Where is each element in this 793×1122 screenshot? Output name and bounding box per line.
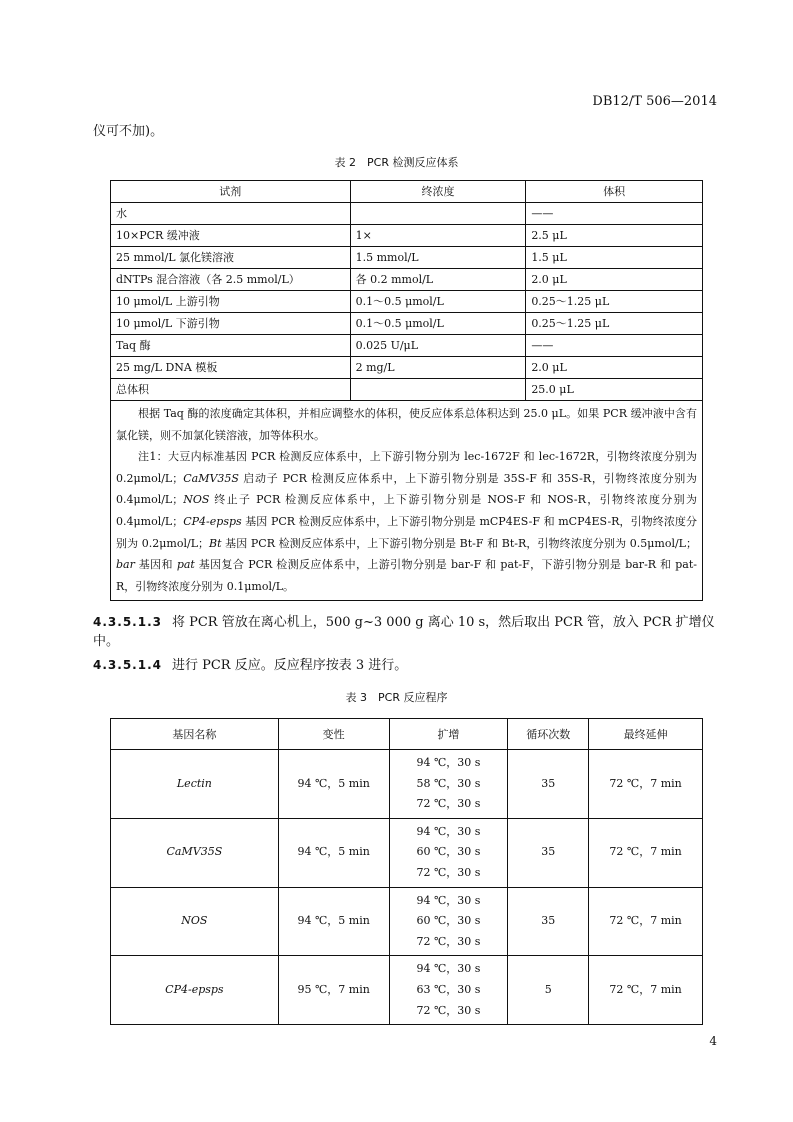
cell-extension: 72 ℃，7 min xyxy=(589,818,703,887)
table-row xyxy=(111,887,703,956)
amp-step: 58 ℃，30 s xyxy=(416,776,481,790)
cell-extension: 72 ℃，7 min xyxy=(589,956,703,1025)
cell-concentration: 0.1～0.5 μmol/L xyxy=(350,313,526,335)
note1-text: 基因和 xyxy=(134,558,177,572)
note1-text: 基因 PCR 检测反应体系中，上下游引物分别是 mCP4ES-F 和 mCP4ES-R，引物终浓度分别为 0.2μmol/L； xyxy=(116,514,697,550)
cell-volume: —— xyxy=(526,203,703,225)
header-gene-name: 基因名称 xyxy=(111,719,279,750)
gene-name: bar xyxy=(116,558,135,572)
cell-amplification xyxy=(389,750,508,819)
gene-name: NOS xyxy=(183,493,210,507)
cell-reagent: dNTPs 混合溶液（各 2.5 mmol/L） xyxy=(111,269,351,291)
cell-concentration: 1.5 mmol/L xyxy=(350,247,526,269)
header-final-concentration: 终浓度 xyxy=(350,181,526,203)
note1-text: 基因复合 PCR 检测反应体系中，上游引物分别是 bar-F 和 pat-F，下游引物分别是 bar-R 和 pat-R，引物终浓度分别为 0.1μmol/L。 xyxy=(116,558,697,593)
cell-volume: 2.5 μL xyxy=(526,225,703,247)
gene-name: CP4-epsps xyxy=(183,514,242,528)
table-note xyxy=(111,401,703,601)
note1-text: 基因 PCR 检测反应体系中，上下游引物分别是 Bt-F 和 Bt-R，引物终浓度分别为 0.5μmol/L； xyxy=(221,536,697,550)
page-number: 4 xyxy=(709,1034,717,1048)
amp-step: 72 ℃，30 s xyxy=(416,797,481,811)
cell-reagent: 10 μmol/L 上游引物 xyxy=(111,291,351,313)
cell-reagent: 水 xyxy=(111,203,351,225)
cell-volume: 25.0 μL xyxy=(526,379,703,401)
table2-caption: 表 2 PCR 检测反应体系 xyxy=(334,156,459,169)
cell-volume: —— xyxy=(526,335,703,357)
cell-volume: 1.5 μL xyxy=(526,247,703,269)
amp-step: 60 ℃，30 s xyxy=(416,914,481,928)
step-text: 进行 PCR 反应。反应程序按表 3 进行。 xyxy=(171,658,408,673)
amp-step: 94 ℃，30 s xyxy=(416,756,481,769)
cell-concentration: 0.1～0.5 μmol/L xyxy=(350,291,526,313)
table-header-row xyxy=(111,719,703,750)
cell-extension: 72 ℃，7 min xyxy=(589,750,703,819)
cell-denature: 95 ℃，7 min xyxy=(278,956,389,1025)
continued-text: 仪可不加)。 xyxy=(93,124,164,139)
amp-step: 94 ℃，30 s xyxy=(416,824,481,838)
cell-denature: 94 ℃，5 min xyxy=(278,818,389,887)
table2-pcr-reaction-system xyxy=(110,180,703,601)
section-number: 4.3.5.1.3 xyxy=(93,615,162,629)
table-row-total xyxy=(111,379,703,401)
note1-text: 注1：大豆内标准基因 PCR 检测反应体系中，上下游引物分别为 lec-1672F 和 lec-1672R，引物终浓度分别为 0.2μmol/L； xyxy=(116,450,697,485)
header-amplification: 扩增 xyxy=(389,719,508,750)
cell-concentration xyxy=(350,379,526,401)
cell-cycles: 35 xyxy=(508,818,589,887)
step-text: 将 PCR 管放在离心机上，500 g~3 000 g 离心 10 s，然后取出 PCR 管，放入 PCR 扩增仪中。 xyxy=(93,615,715,649)
table-row xyxy=(111,291,703,313)
note1-text: 启动子 PCR 检测反应体系中，上下游引物分别是 35S-F 和 35S-R，引物终浓度分别为 0.4μmol/L； xyxy=(116,471,697,507)
cell-denature: 94 ℃，5 min xyxy=(278,750,389,819)
gene-name: CaMV35S xyxy=(183,471,239,485)
header-denaturation: 变性 xyxy=(278,719,389,750)
cell-reagent: 总体积 xyxy=(111,379,351,401)
section-number: 4.3.5.1.4 xyxy=(93,658,162,672)
cell-concentration: 2 mg/L xyxy=(350,357,526,379)
cell-volume: 2.0 μL xyxy=(526,357,703,379)
note-main: 根据 Taq 酶的浓度确定其体积，并相应调整水的体积，使反应体系总体积达到 25.0 μL。如果 PCR 缓冲液中含有氯化镁，则不加氯化镁溶液，加等体积水。 xyxy=(116,407,697,442)
table-row xyxy=(111,357,703,379)
cell-concentration: 0.025 U/μL xyxy=(350,335,526,357)
amp-step: 94 ℃，30 s xyxy=(416,962,481,976)
gene-name: pat xyxy=(176,558,195,572)
cell-volume: 0.25～1.25 μL xyxy=(526,291,703,313)
header-reagent: 试剂 xyxy=(111,181,351,203)
amp-step: 63 ℃，30 s xyxy=(416,982,481,996)
table-row xyxy=(111,750,703,819)
amp-step: 94 ℃，30 s xyxy=(416,893,481,907)
note1-text: 终止子 PCR 检测反应体系中，上下游引物分别是 NOS-F 和 NOS-R，引物终浓度分别为 0.4μmol/L； xyxy=(116,493,697,528)
step-4-3-5-1-4 xyxy=(93,656,719,675)
gene-name: Bt xyxy=(209,536,222,550)
table-row xyxy=(111,956,703,1025)
table-row xyxy=(111,225,703,247)
cell-amplification xyxy=(389,887,508,956)
cell-reagent: 10 μmol/L 下游引物 xyxy=(111,313,351,335)
header-cycles: 循环次数 xyxy=(508,719,589,750)
step-4-3-5-1-3 xyxy=(93,613,719,651)
table-row xyxy=(111,269,703,291)
document-code: DB12/T 506—2014 xyxy=(592,94,717,109)
cell-concentration xyxy=(350,203,526,225)
header-volume: 体积 xyxy=(526,181,703,203)
cell-reagent: 10×PCR 缓冲液 xyxy=(111,225,351,247)
cell-concentration: 1× xyxy=(350,225,526,247)
cell-concentration: 各 0.2 mmol/L xyxy=(350,269,526,291)
amp-step: 72 ℃，30 s xyxy=(416,865,481,879)
cell-amplification xyxy=(389,818,508,887)
table3-caption: 表 3 PCR 反应程序 xyxy=(345,691,448,704)
table-row xyxy=(111,203,703,225)
table-row xyxy=(111,247,703,269)
amp-step: 72 ℃，30 s xyxy=(416,934,481,948)
cell-extension: 72 ℃，7 min xyxy=(589,887,703,956)
cell-gene: Lectin xyxy=(111,750,279,819)
table3-pcr-program xyxy=(110,718,703,1025)
cell-cycles: 5 xyxy=(508,956,589,1025)
table-row xyxy=(111,818,703,887)
cell-gene: CaMV35S xyxy=(111,818,279,887)
table-row xyxy=(111,335,703,357)
table-note-row xyxy=(111,401,703,601)
cell-gene: NOS xyxy=(111,887,279,956)
amp-step: 60 ℃，30 s xyxy=(416,845,481,859)
cell-reagent: Taq 酶 xyxy=(111,335,351,357)
cell-gene: CP4-epsps xyxy=(111,956,279,1025)
table-header-row xyxy=(111,181,703,203)
cell-reagent: 25 mg/L DNA 模板 xyxy=(111,357,351,379)
amp-step: 72 ℃，30 s xyxy=(416,1003,481,1017)
cell-cycles: 35 xyxy=(508,750,589,819)
cell-denature: 94 ℃，5 min xyxy=(278,887,389,956)
cell-volume: 0.25～1.25 μL xyxy=(526,313,703,335)
cell-amplification xyxy=(389,956,508,1025)
cell-reagent: 25 mmol/L 氯化镁溶液 xyxy=(111,247,351,269)
cell-cycles: 35 xyxy=(508,887,589,956)
note-1 xyxy=(116,446,697,597)
cell-volume: 2.0 μL xyxy=(526,269,703,291)
header-final-extension: 最终延伸 xyxy=(589,719,703,750)
table-row xyxy=(111,313,703,335)
